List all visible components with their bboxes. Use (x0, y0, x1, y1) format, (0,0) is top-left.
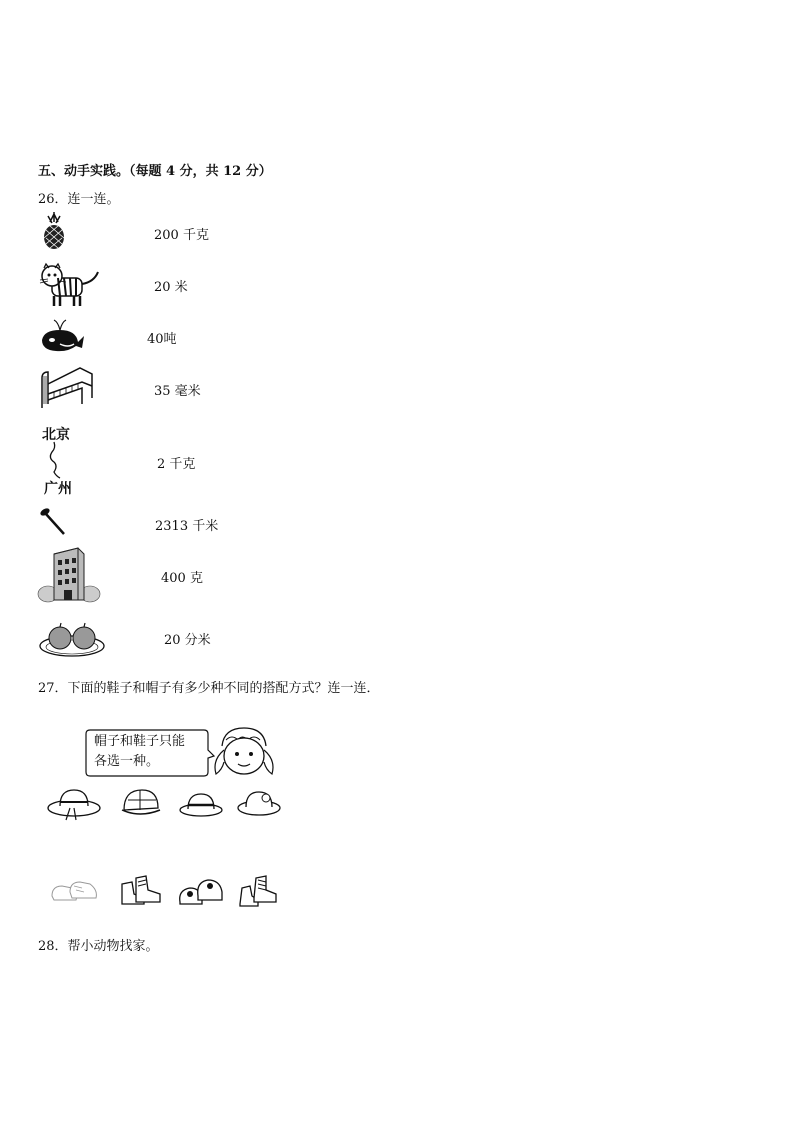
value-label: 35 毫米 (154, 384, 201, 399)
bed-icon (38, 364, 94, 410)
flower-hat-icon (236, 786, 282, 820)
question-26-label: 26．连一连。 (38, 192, 120, 207)
pineapple-icon (38, 212, 70, 250)
value-label: 20 米 (154, 280, 188, 295)
value-label: 2 千克 (157, 457, 196, 472)
question-27-label: 27．下面的鞋子和帽子有多少种不同的搭配方式？连一连． (38, 681, 380, 696)
cap-icon (120, 786, 162, 820)
boots-icon (118, 872, 164, 908)
fedora-hat-icon (178, 790, 224, 820)
value-label: 2313 千米 (155, 519, 219, 534)
value-label: 400 克 (161, 571, 203, 586)
whale-icon (38, 318, 86, 354)
question-28-label: 28．帮小动物找家。 (38, 939, 159, 954)
value-label: 40吨 (147, 332, 177, 347)
bubble-line-2: 各选一种。 (94, 754, 160, 769)
tiger-icon (38, 262, 102, 308)
girl-face-icon (210, 726, 276, 784)
sun-hat-icon (46, 784, 102, 824)
hiking-boots-icon (236, 872, 280, 908)
map-label-beijing: 北京 (42, 427, 70, 443)
strap-shoes-icon (176, 874, 226, 908)
sneakers-icon (48, 876, 100, 906)
route-map-icon (42, 442, 82, 478)
value-label: 20 分米 (164, 633, 211, 648)
value-label: 200 千克 (154, 228, 209, 243)
nail-icon (38, 506, 68, 536)
bubble-line-1: 帽子和鞋子只能 (94, 734, 186, 749)
map-label-guangzhou: 广州 (44, 481, 72, 497)
apples-plate-icon (38, 618, 106, 658)
section-title: 五、动手实践。（每题 4 分，共 12 分） (38, 164, 272, 179)
building-icon (38, 546, 100, 602)
